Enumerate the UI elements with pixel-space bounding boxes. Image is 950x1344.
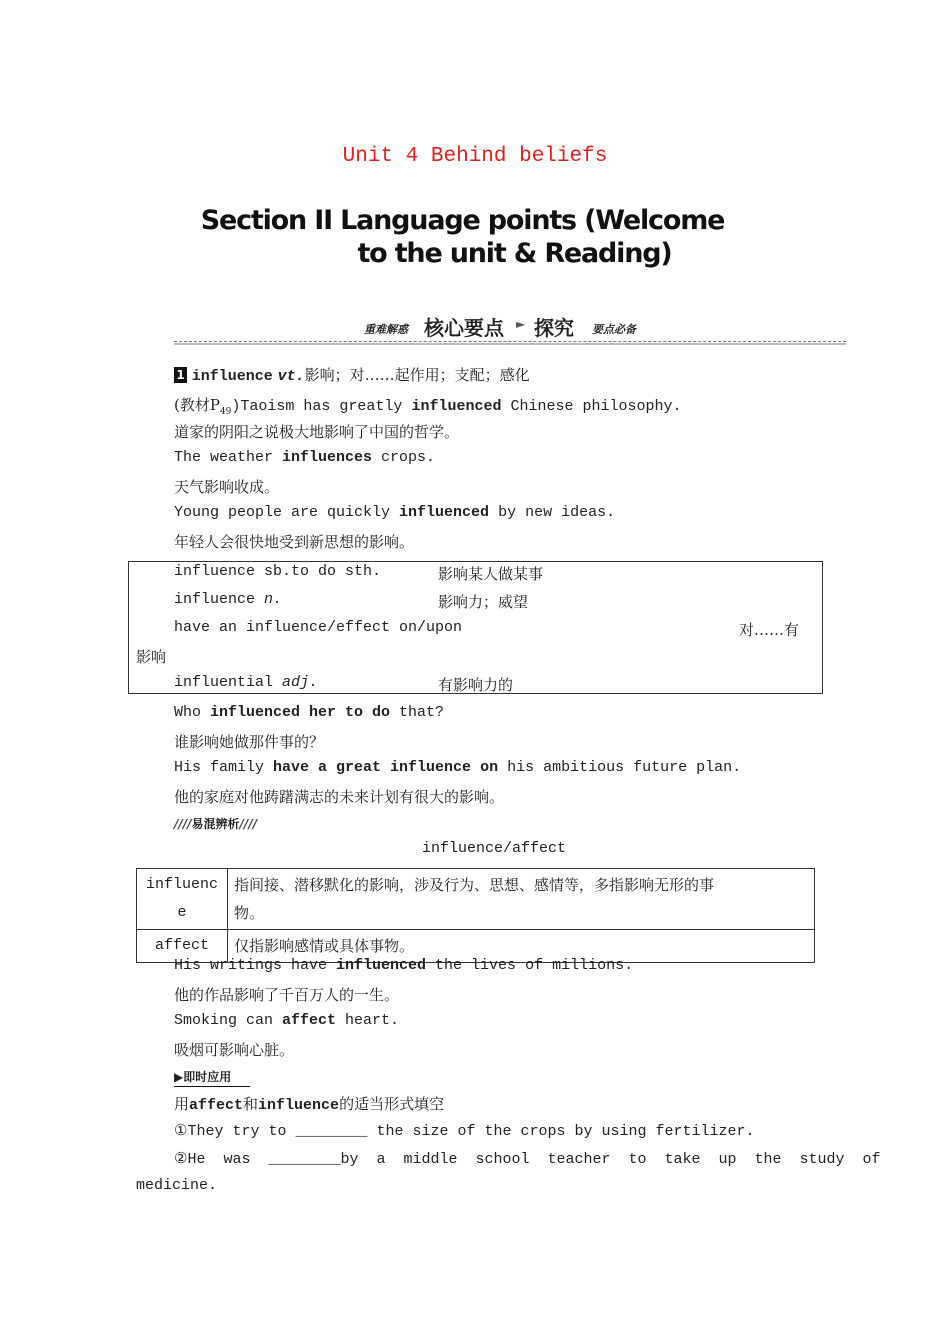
compare-word: influenc e bbox=[137, 869, 228, 930]
section-title-line2: to the unit & Reading) bbox=[357, 238, 672, 269]
practice-underline bbox=[174, 1086, 250, 1087]
confuse-label: ////易混辨析//// bbox=[174, 817, 258, 831]
phrase-zh: 对……有 bbox=[739, 621, 800, 639]
banner-divider-thick bbox=[174, 343, 846, 345]
example-line: His family have a great influence on his ambitious future plan. bbox=[174, 759, 742, 776]
banner-main-label: 核心要点 bbox=[424, 316, 504, 340]
vocab-heading bbox=[174, 364, 530, 385]
example-translation: 谁影响她做那件事的？ bbox=[174, 733, 325, 751]
banner-left-label: 重难解惑 bbox=[364, 323, 408, 336]
example-translation: 年轻人会很快地受到新思想的影响。 bbox=[174, 533, 415, 551]
practice-instruction: 用affect和influence的适当形式填空 bbox=[174, 1095, 445, 1114]
phrase-en: influential adj. bbox=[174, 674, 319, 691]
item-number-badge: 1 bbox=[174, 367, 187, 383]
phrase-zh: 影响力；威望 bbox=[438, 593, 529, 611]
banner-divider bbox=[174, 341, 846, 342]
practice-question-2-cont: medicine. bbox=[136, 1177, 218, 1194]
banner-right-label: 要点必备 bbox=[592, 323, 636, 336]
practice-question-2: ②He was ________by a middle school teacher to take up the study of bbox=[174, 1151, 881, 1168]
compare-title: influence/affect bbox=[421, 840, 567, 857]
example-line: Who influenced her to do that? bbox=[174, 704, 445, 721]
table-row bbox=[137, 869, 815, 930]
phrase-zh: 有影响力的 bbox=[438, 676, 514, 694]
example-line: (教材$P_{49})Taoism$ has greatly influenced Chinese philosophy. bbox=[174, 396, 682, 417]
banner-arrow-icon: ► bbox=[516, 317, 526, 331]
banner-main-label-2: 探究 bbox=[534, 316, 574, 340]
section-title-line1: Section II Language points (Welcome bbox=[200, 205, 725, 236]
example-line: The weather influences crops. bbox=[174, 449, 436, 466]
compare-desc: 指间接、潜移默化的影响，涉及行为、思想、感情等，多指影响无形的事 物。 bbox=[228, 869, 815, 930]
example-translation: 道家的阴阳之说极大地影响了中国的哲学。 bbox=[174, 423, 460, 441]
example-translation: 吸烟可影响心脏。 bbox=[174, 1041, 295, 1059]
play-icon: ▶ bbox=[174, 1070, 184, 1084]
example-line: Young people are quickly influenced by new ideas. bbox=[174, 504, 616, 521]
example-line: His writings have influenced the lives of millions. bbox=[174, 957, 634, 974]
phrase-en: influence sb.to do sth. bbox=[174, 563, 382, 580]
phrase-en: influence n. bbox=[174, 591, 283, 608]
example-translation: 他的作品影响了千百万人的一生。 bbox=[174, 986, 400, 1004]
practice-question-1: ①They try to ________ the size of the crops by using fertilizer. bbox=[174, 1123, 755, 1140]
vocab-meaning: 影响；对……起作用；支配；感化 bbox=[304, 366, 530, 384]
phrase-zh-cont: 影响 bbox=[136, 648, 167, 666]
section-banner bbox=[174, 310, 846, 342]
compare-word: affect bbox=[137, 930, 228, 963]
phrase-en: have an influence/effect on/upon bbox=[174, 619, 463, 636]
example-line: Smoking can affect heart. bbox=[174, 1012, 400, 1029]
compare-desc: 仅指影响感情或具体事物。 bbox=[228, 930, 815, 963]
example-translation: 他的家庭对他踌躇满志的未来计划有很大的影响。 bbox=[174, 788, 505, 806]
unit-title: Unit 4 Behind beliefs bbox=[342, 145, 608, 168]
vocab-word: influence bbox=[191, 368, 273, 385]
vocab-pos: vt. bbox=[277, 368, 305, 385]
example-translation: 天气影响收成。 bbox=[174, 478, 280, 496]
compare-table bbox=[136, 868, 815, 963]
phrase-zh: 影响某人做某事 bbox=[438, 565, 544, 583]
practice-label: ▶即时应用 bbox=[174, 1068, 231, 1085]
